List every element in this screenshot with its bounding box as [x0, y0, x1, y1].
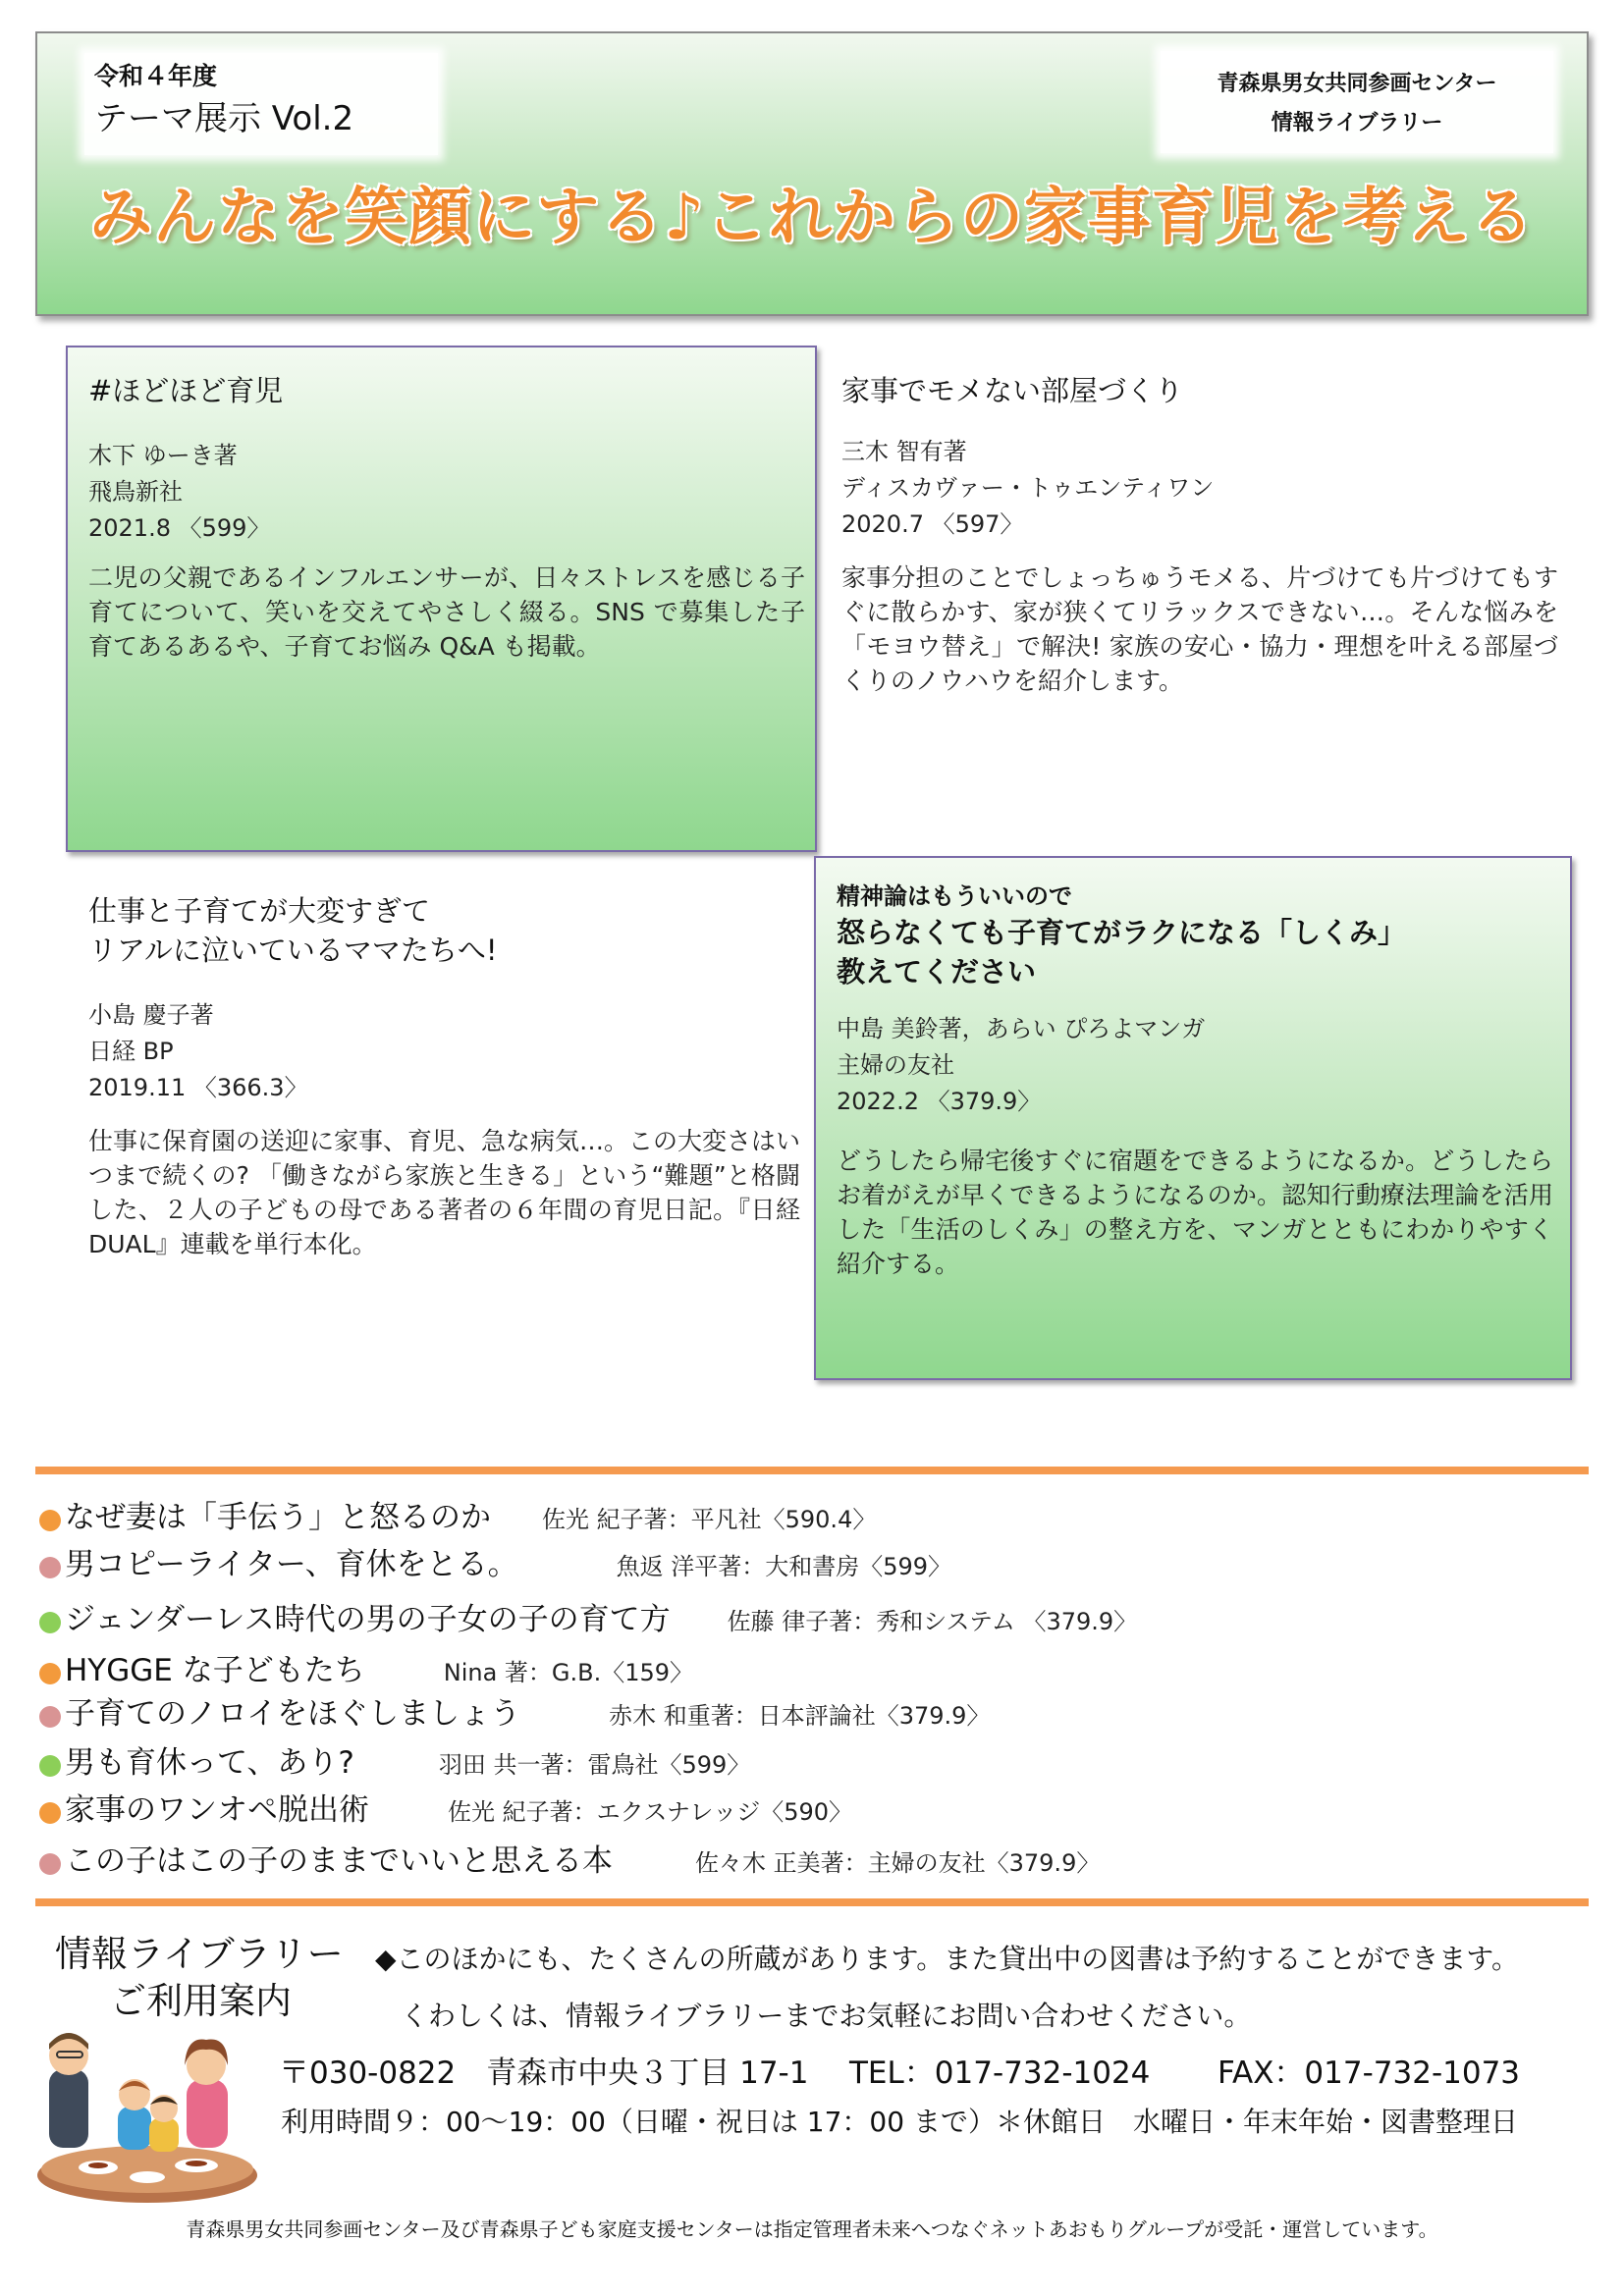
list-item [39, 1539, 951, 1582]
list-item-title: なぜ妻は「手伝う」と怒るのか [65, 1500, 491, 1535]
list-item-title: 子育てのノロイをほぐしましょう [65, 1696, 521, 1732]
book-title-line2: 教えてください [837, 955, 1037, 988]
family-dining-icon [29, 2020, 265, 2207]
list-item-title: 男コピーライター、育休をとる。 [65, 1547, 518, 1582]
book-title: #ほどほど育児 [88, 374, 284, 407]
list-item-title: この子はこの子のままでいいと思える本 [65, 1843, 613, 1879]
library-guide-subtitle: ご利用案内 [110, 1980, 292, 2022]
book-description: 家事分担のことでしょっちゅうモメる、片づけても片づけてもすぐに散らかす、家が狭くてリラックスできない…。そんな悩みを「モヨウ替え」で解決! 家族の安心・協力・理想を叶える部屋づくりのノウハウを紹介します。 [841, 563, 1558, 695]
list-item-title: 男も育休って、あり? [65, 1745, 354, 1781]
book-author: 中島 美鈴著，あらい ぴろよマンガ [837, 1015, 1206, 1042]
book-author: 木下 ゆーき著 [88, 442, 238, 469]
book-title-line1: 怒らなくても子育てがラクになる「しくみ」 [837, 916, 1407, 949]
bullet-dot-icon [39, 1755, 61, 1777]
book-date-class: 2019.11 〈366.3〉 [88, 1074, 308, 1101]
list-item-title: HYGGE な子どもたち [65, 1653, 365, 1688]
address: 〒030-0822 青森市中央３丁目 17-1 [279, 2056, 809, 2091]
center-name: 青森県男女共同参画センター [1217, 72, 1497, 96]
list-item-title: ジェンダーレス時代の男の子女の子の育て方 [65, 1602, 671, 1637]
book-description: どうしたら帰宅後すぐに宿題をできるようになるか。どうしたらお着がえが早くできるようになるのか。認知行動療法理論を活用した「生活のしくみ」の整え方を、マンガとともにわかりやすく紹介する。 [837, 1147, 1553, 1278]
exhibit-volume: テーマ展示 Vol.2 [94, 99, 354, 138]
operator-credit: 青森県男女共同参画センター及び青森県子ども家庭支援センターは指定管理者未来へつなぐネットあおもりグループが受託・運営しています。 [186, 2217, 1438, 2241]
book-title-line2: リアルに泣いているママたちへ! [88, 934, 498, 967]
book-publisher: ディスカヴァー・トゥエンティワン [841, 474, 1215, 502]
list-item-info: 赤木 和重著：日本評論社〈379.9〉 [609, 1702, 991, 1730]
book-publisher: 飛鳥新社 [88, 478, 183, 506]
list-item-title: 家事のワンオペ脱出術 [65, 1792, 369, 1828]
bullet-dot-icon [39, 1663, 61, 1684]
bullet-dot-icon [39, 1510, 61, 1531]
list-item [39, 1836, 1100, 1879]
fax: FAX：017-732-1073 [1218, 2056, 1521, 2091]
list-item-info: 佐々木 正美著：主婦の友社〈379.9〉 [695, 1849, 1101, 1877]
book-4 [837, 880, 1553, 1281]
book-publisher: 日経 BP [88, 1038, 174, 1065]
list-item [39, 1785, 852, 1828]
list-item [39, 1594, 1137, 1637]
list-item [39, 1688, 990, 1732]
book-author: 小島 慶子著 [88, 1001, 214, 1029]
header-banner [35, 31, 1589, 316]
book-publisher: 主婦の友社 [837, 1051, 954, 1079]
opening-hours: 利用時間９：00～19：00（日曜・祝日は 17：00 まで）＊休館日 水曜日・年末年始・図書整理日 [281, 2106, 1518, 2138]
library-guide-title: 情報ライブラリー [55, 1933, 344, 1975]
list-bottom-divider [35, 1898, 1589, 1906]
book-title-line1: 仕事と子育てが大変すぎて [88, 894, 431, 928]
list-item-info: 魚返 洋平著：大和書房〈599〉 [616, 1553, 952, 1580]
book-description: 仕事に保育園の送迎に家事、育児、急な病気…。この大変さはいつまで続くの? 「働きながら家族と生きる」という“難題”と格闘した、２人の子どもの母である著者の６年間の育児日記。『日経 DUAL』連載を単行本化。 [88, 1127, 801, 1258]
center-label [1161, 51, 1553, 153]
list-item [39, 1645, 693, 1688]
book-2 [841, 371, 1558, 698]
notice-holdings: ◆このほかにも、たくさんの所蔵があります。また貸出中の図書は予約することができます。 [375, 1943, 1520, 1975]
list-item [39, 1492, 876, 1535]
book-date-class: 2022.2 〈379.9〉 [837, 1088, 1042, 1115]
family-illustration [29, 2020, 265, 2207]
book-3 [88, 891, 800, 1261]
list-item-info: 佐光 紀子著：エクスナレッジ〈590〉 [448, 1798, 852, 1826]
book-pretitle: 精神論はもういいので [837, 882, 1072, 910]
library-name: 情報ライブラリー [1271, 111, 1443, 135]
list-item-info: 佐藤 律子著：秀和システム 〈379.9〉 [727, 1608, 1138, 1635]
book-author: 三木 智有著 [841, 438, 967, 465]
exhibit-label [84, 53, 438, 155]
book-description: 二児の父親であるインフルエンサーが、日々ストレスを感じる子育てについて、笑いを交えてやさしく綴る。SNS で募集した子育てあるあるや、子育てお悩み Q&A も掲載。 [88, 563, 805, 661]
list-item-info: Nina 著：G.B.〈159〉 [443, 1659, 694, 1686]
telephone: TEL：017-732-1024 [849, 2056, 1151, 2091]
list-item-info: 佐光 紀子著：平凡社〈590.4〉 [542, 1506, 877, 1533]
book-1 [88, 371, 805, 664]
notice-contact: くわしくは、情報ライブラリーまでお気軽にお問い合わせください。 [401, 2000, 1252, 2032]
book-date-class: 2020.7 〈597〉 [841, 510, 1024, 538]
list-top-divider [35, 1467, 1589, 1474]
book-date-class: 2021.8 〈599〉 [88, 514, 271, 542]
bullet-dot-icon [39, 1706, 61, 1728]
bullet-dot-icon [39, 1853, 61, 1875]
book-title: 家事でモメない部屋づくり [841, 374, 1184, 407]
page-title: みんなを笑顔にする♪これからの家事育児を考える [89, 182, 1535, 254]
bullet-dot-icon [39, 1612, 61, 1633]
list-item [39, 1737, 750, 1781]
fiscal-year: 令和４年度 [94, 62, 218, 90]
bullet-dot-icon [39, 1557, 61, 1578]
list-item-info: 羽田 共一著：雷鳥社〈599〉 [438, 1751, 751, 1779]
bullet-dot-icon [39, 1802, 61, 1824]
